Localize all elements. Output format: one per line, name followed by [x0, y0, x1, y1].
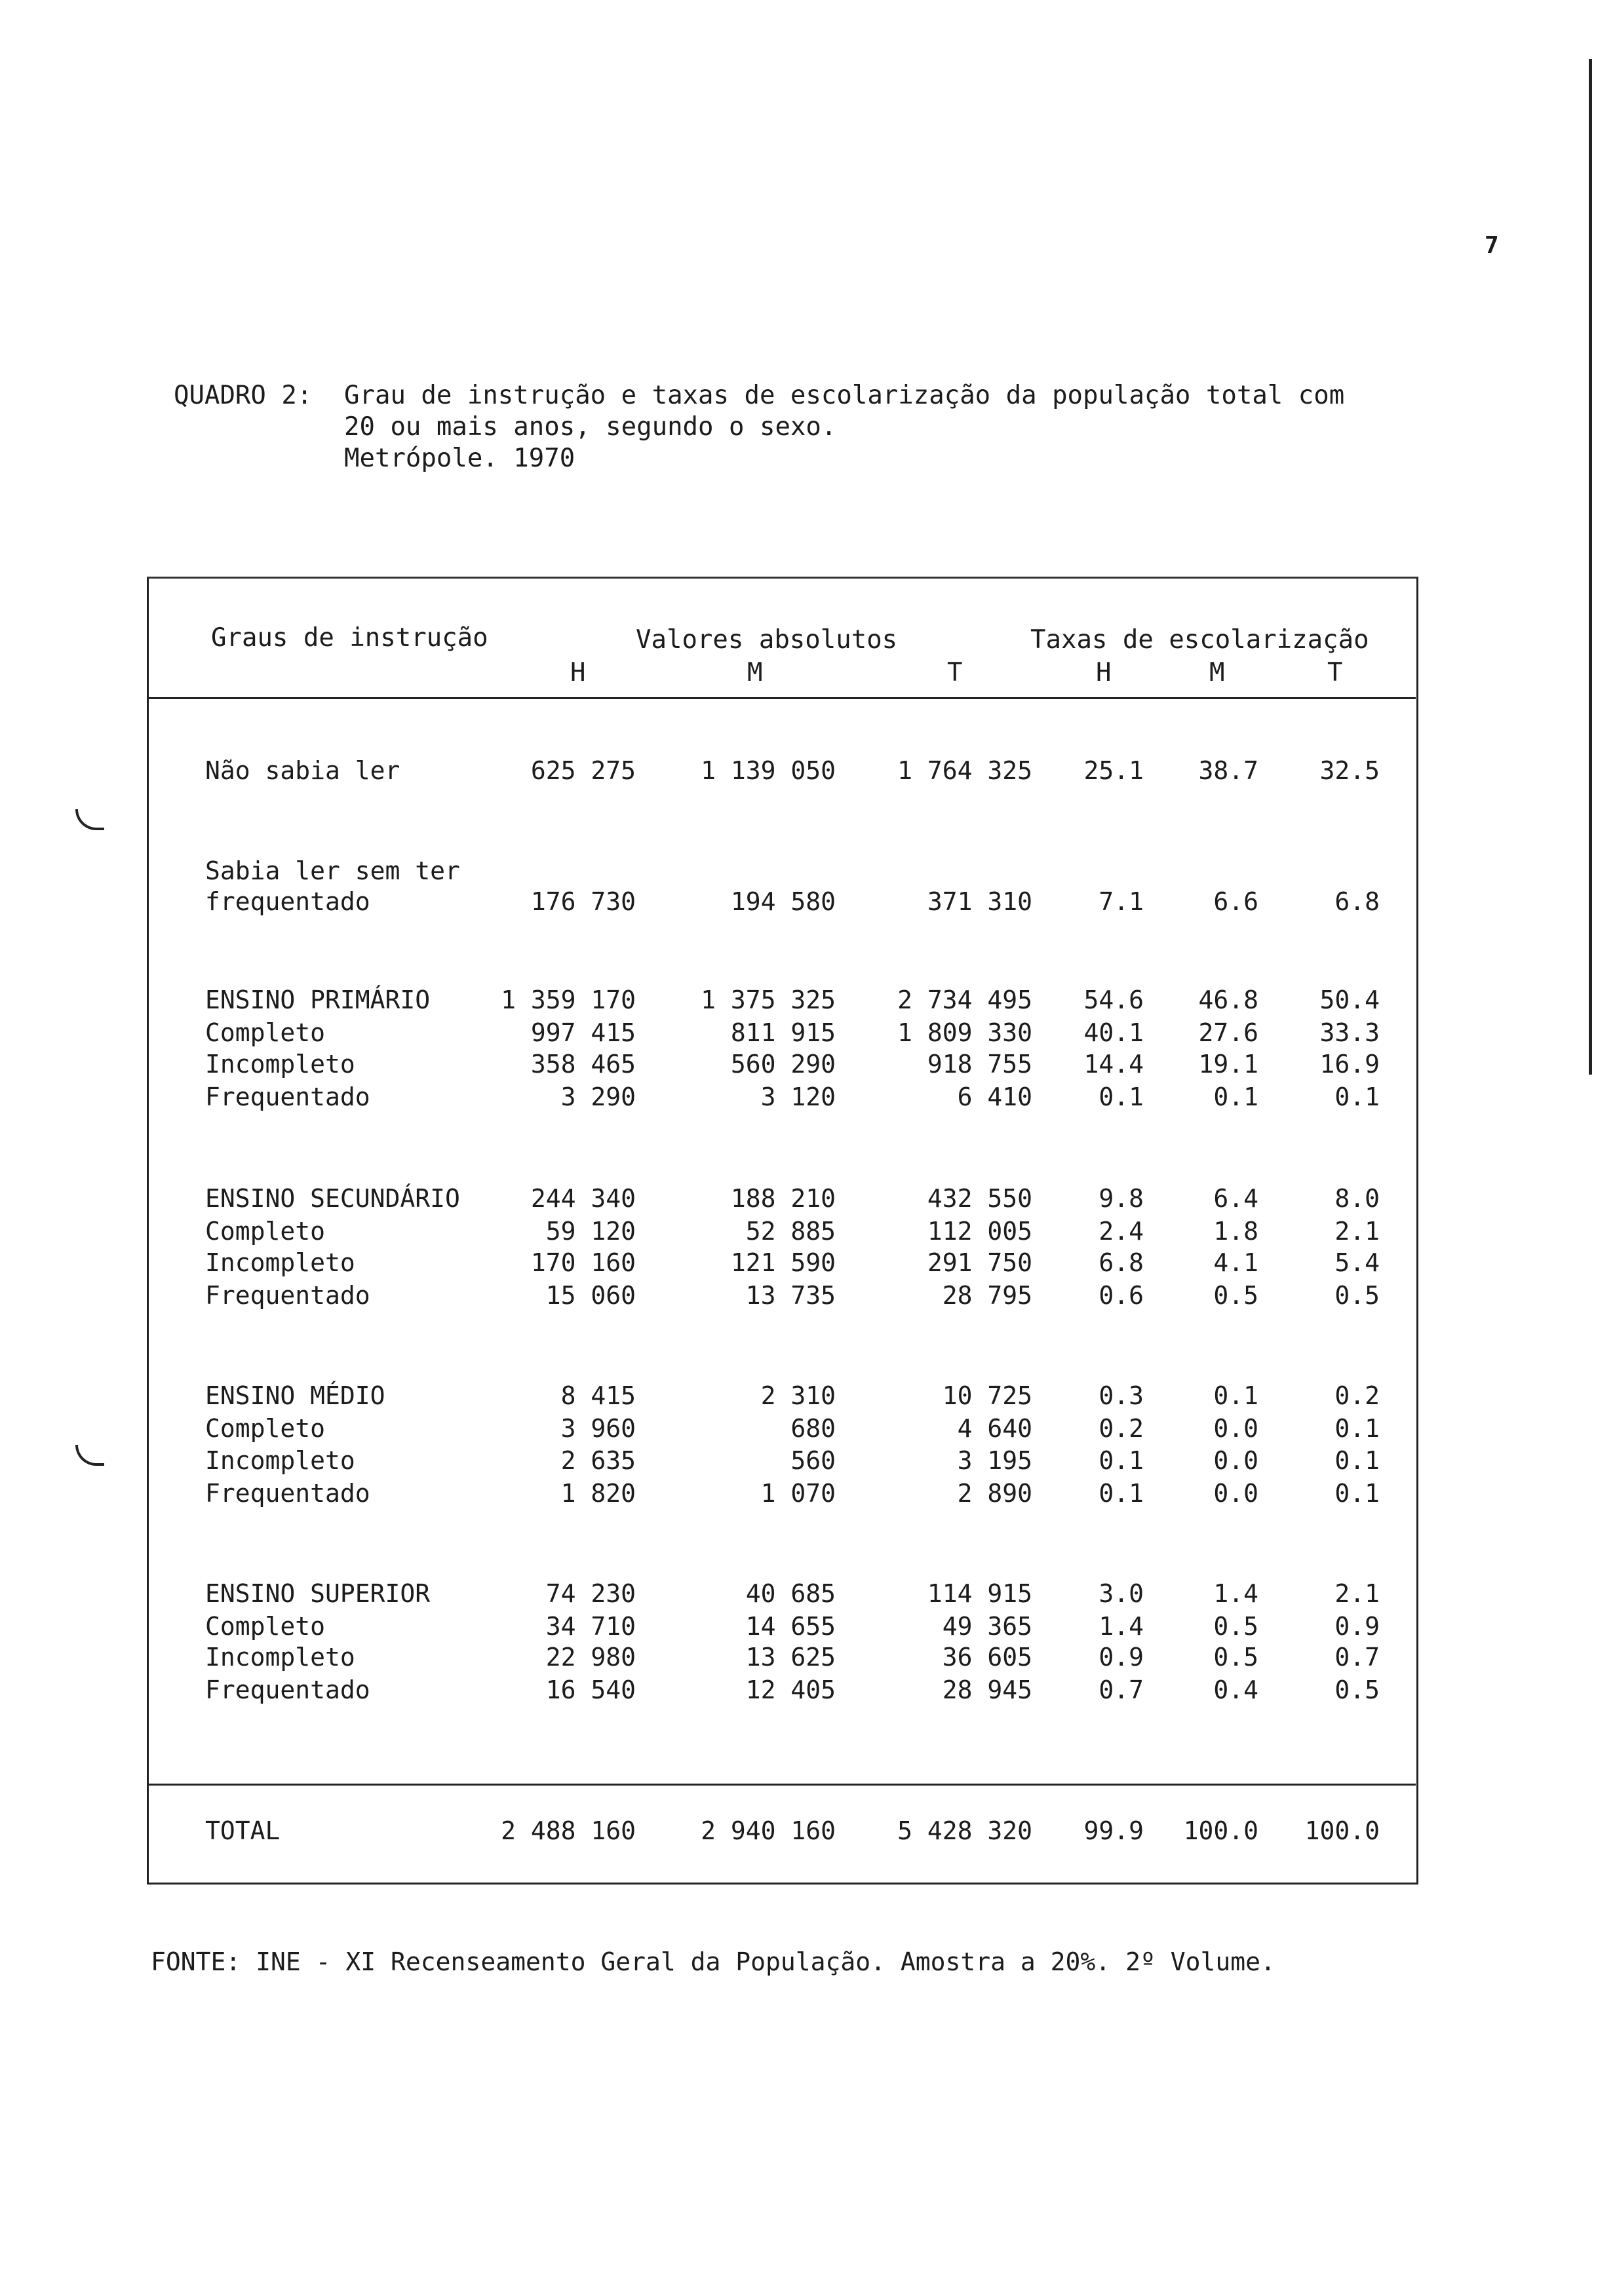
row-value-rm: 46.8 — [1198, 985, 1258, 1014]
row-value-rh: 0.7 — [1099, 1675, 1144, 1704]
row-value-h: 1 359 170 — [501, 985, 636, 1014]
row-label: Frequentado — [205, 1479, 370, 1508]
row-value-rt: 5.4 — [1334, 1248, 1380, 1277]
row-value-rt: 0.9 — [1334, 1612, 1380, 1641]
row-value-rt: 50.4 — [1319, 985, 1380, 1014]
row-label: Frequentado — [205, 1281, 370, 1310]
row-value-rh: 2.4 — [1099, 1217, 1144, 1246]
row-value-rt: 0.5 — [1334, 1675, 1380, 1704]
row-label: Incompleto — [205, 1248, 355, 1277]
row-value-h: 3 960 — [560, 1414, 636, 1443]
row-value-h: 176 730 — [530, 887, 636, 916]
header-m: M — [747, 658, 763, 687]
row-value-rm: 38.7 — [1198, 756, 1258, 785]
row-value-m: 560 — [790, 1446, 836, 1475]
row-value-m: 811 915 — [730, 1018, 836, 1047]
punch-hole-mark — [75, 1445, 104, 1466]
row-value-rt: 0.1 — [1334, 1082, 1380, 1111]
row-value-h: 59 120 — [545, 1217, 636, 1246]
row-value-rt: 2.1 — [1334, 1579, 1380, 1608]
row-value-t: 3 195 — [957, 1446, 1032, 1475]
row-value-rh: 0.2 — [1099, 1414, 1144, 1443]
row-value-t: 1 809 330 — [897, 1018, 1032, 1047]
page-number: 7 — [1485, 232, 1499, 259]
row-value-t: 2 734 495 — [897, 985, 1032, 1014]
row-value-rt: 16.9 — [1319, 1050, 1380, 1079]
row-value-t: 2 890 — [957, 1479, 1032, 1508]
row-value-h: 16 540 — [545, 1675, 636, 1704]
row-label: ENSINO MÉDIO — [205, 1381, 385, 1410]
row-value-m: 12 405 — [745, 1675, 836, 1704]
margin-rule — [1589, 59, 1592, 1075]
row-value-rt: 0.7 — [1334, 1643, 1380, 1672]
header-valores-absolutos: Valores absolutos — [636, 625, 898, 655]
row-value-t: 918 755 — [927, 1050, 1032, 1079]
header-taxas: Taxas de escolarização — [1030, 625, 1369, 655]
row-value-rt: 32.5 — [1319, 756, 1380, 785]
row-value-h: 170 160 — [530, 1248, 636, 1277]
row-value-h: 244 340 — [530, 1184, 636, 1213]
row-value-m: 52 885 — [745, 1217, 836, 1246]
caption-line-2: 20 ou mais anos, segundo o sexo. — [344, 412, 837, 442]
total-value-rm: 100.0 — [1183, 1816, 1258, 1845]
row-value-rt: 0.1 — [1334, 1479, 1380, 1508]
row-value-rh: 7.1 — [1099, 887, 1144, 916]
caption-line-3: Metrópole. 1970 — [344, 444, 575, 473]
row-value-t: 6 410 — [957, 1082, 1032, 1111]
row-value-rm: 1.4 — [1213, 1579, 1258, 1608]
row-value-m: 188 210 — [730, 1184, 836, 1213]
row-value-rm: 0.1 — [1213, 1082, 1258, 1111]
row-value-rh: 54.6 — [1083, 985, 1144, 1014]
row-value-t: 10 725 — [942, 1381, 1032, 1410]
row-value-rh: 0.9 — [1099, 1643, 1144, 1672]
row-value-rt: 0.2 — [1334, 1381, 1380, 1410]
total-value-t: 5 428 320 — [897, 1816, 1032, 1845]
row-value-rm: 0.0 — [1213, 1479, 1258, 1508]
row-value-t: 432 550 — [927, 1184, 1032, 1213]
header-rate-m: M — [1209, 658, 1225, 687]
row-value-rh: 0.6 — [1099, 1281, 1144, 1310]
row-value-rh: 9.8 — [1099, 1184, 1144, 1213]
header-rate-h: H — [1096, 658, 1112, 687]
total-value-rh: 99.9 — [1083, 1816, 1144, 1845]
row-label: Completo — [205, 1018, 326, 1047]
row-value-t: 4 640 — [957, 1414, 1032, 1443]
row-value-rm: 0.5 — [1213, 1643, 1258, 1672]
caption-line-1: Grau de instrução e taxas de escolarização da população total com — [344, 381, 1345, 410]
row-value-m: 13 735 — [745, 1281, 836, 1310]
row-label: ENSINO SUPERIOR — [205, 1579, 431, 1608]
row-label: Incompleto — [205, 1050, 355, 1079]
row-value-rh: 0.1 — [1099, 1479, 1144, 1508]
row-value-t: 371 310 — [927, 887, 1032, 916]
total-divider — [147, 1784, 1416, 1786]
row-value-h: 3 290 — [560, 1082, 636, 1111]
row-value-t: 114 915 — [927, 1579, 1032, 1608]
row-value-h: 1 820 — [560, 1479, 636, 1508]
row-value-h: 997 415 — [530, 1018, 636, 1047]
row-value-m: 3 120 — [760, 1082, 836, 1111]
row-value-m: 194 580 — [730, 887, 836, 916]
row-label: ENSINO PRIMÁRIO — [205, 985, 431, 1014]
row-value-rt: 0.1 — [1334, 1414, 1380, 1443]
row-value-rh: 1.4 — [1099, 1612, 1144, 1641]
row-label: Frequentado — [205, 1675, 370, 1704]
row-value-rh: 0.1 — [1099, 1446, 1144, 1475]
source-note: FONTE: INE - XI Recenseamento Geral da População. Amostra a 20%. 2º Volume. — [151, 1947, 1275, 1976]
row-label: Completo — [205, 1217, 326, 1246]
row-value-rm: 0.0 — [1213, 1446, 1258, 1475]
row-value-rm: 1.8 — [1213, 1217, 1258, 1246]
row-value-rm: 0.4 — [1213, 1675, 1258, 1704]
row-value-rh: 3.0 — [1099, 1579, 1144, 1608]
row-value-rh: 0.3 — [1099, 1381, 1144, 1410]
row-label: Frequentado — [205, 1082, 370, 1111]
row-value-t: 112 005 — [927, 1217, 1032, 1246]
row-value-rm: 4.1 — [1213, 1248, 1258, 1277]
row-label: Completo — [205, 1612, 326, 1641]
row-value-t: 291 750 — [927, 1248, 1032, 1277]
caption-label: QUADRO 2: — [174, 381, 313, 410]
header-h: H — [570, 658, 586, 687]
row-value-h: 22 980 — [545, 1643, 636, 1672]
row-value-t: 49 365 — [942, 1612, 1032, 1641]
row-value-t: 28 945 — [942, 1675, 1032, 1704]
row-value-m: 40 685 — [745, 1579, 836, 1608]
row-value-h: 74 230 — [545, 1579, 636, 1608]
row-label: Incompleto — [205, 1446, 355, 1475]
header-t: T — [947, 658, 963, 687]
row-value-h: 358 465 — [530, 1050, 636, 1079]
row-value-rm: 0.1 — [1213, 1381, 1258, 1410]
row-value-m: 1 139 050 — [701, 756, 836, 785]
row-value-h: 15 060 — [545, 1281, 636, 1310]
total-label: TOTAL — [205, 1816, 281, 1845]
row-value-m: 14 655 — [745, 1612, 836, 1641]
header-rate-t: T — [1327, 658, 1343, 687]
row-value-rt: 0.1 — [1334, 1446, 1380, 1475]
punch-hole-mark — [75, 809, 104, 830]
total-value-rt: 100.0 — [1304, 1816, 1380, 1845]
row-value-rt: 0.5 — [1334, 1281, 1380, 1310]
row-value-t: 1 764 325 — [897, 756, 1032, 785]
row-value-m: 1 070 — [760, 1479, 836, 1508]
row-value-rt: 8.0 — [1334, 1184, 1380, 1213]
row-value-h: 625 275 — [530, 756, 636, 785]
total-value-h: 2 488 160 — [501, 1816, 636, 1845]
row-value-rm: 0.5 — [1213, 1612, 1258, 1641]
row-label: frequentado — [205, 887, 370, 916]
row-value-h: 2 635 — [560, 1446, 636, 1475]
row-value-rt: 2.1 — [1334, 1217, 1380, 1246]
row-label: Não sabia ler — [205, 756, 400, 785]
row-label: Sabia ler sem ter — [205, 856, 460, 885]
row-value-h: 34 710 — [545, 1612, 636, 1641]
row-value-t: 28 795 — [942, 1281, 1032, 1310]
row-value-m: 560 290 — [730, 1050, 836, 1079]
total-value-m: 2 940 160 — [701, 1816, 836, 1845]
row-label: Completo — [205, 1414, 326, 1443]
row-label: Incompleto — [205, 1643, 355, 1672]
header-graus: Graus de instrução — [211, 623, 488, 653]
row-value-rm: 6.6 — [1213, 887, 1258, 916]
row-value-m: 2 310 — [760, 1381, 836, 1410]
row-value-rm: 6.4 — [1213, 1184, 1258, 1213]
row-value-rh: 6.8 — [1099, 1248, 1144, 1277]
row-value-m: 13 625 — [745, 1643, 836, 1672]
row-value-rh: 25.1 — [1083, 756, 1144, 785]
row-label: ENSINO SECUNDÁRIO — [205, 1184, 460, 1213]
row-value-rm: 0.5 — [1213, 1281, 1258, 1310]
row-value-m: 121 590 — [730, 1248, 836, 1277]
row-value-rt: 33.3 — [1319, 1018, 1380, 1047]
row-value-rh: 0.1 — [1099, 1082, 1144, 1111]
row-value-h: 8 415 — [560, 1381, 636, 1410]
row-value-rt: 6.8 — [1334, 887, 1380, 916]
row-value-t: 36 605 — [942, 1643, 1032, 1672]
row-value-rm: 19.1 — [1198, 1050, 1258, 1079]
row-value-rm: 27.6 — [1198, 1018, 1258, 1047]
row-value-m: 1 375 325 — [701, 985, 836, 1014]
row-value-rh: 40.1 — [1083, 1018, 1144, 1047]
row-value-rm: 0.0 — [1213, 1414, 1258, 1443]
row-value-m: 680 — [790, 1414, 836, 1443]
header-divider — [147, 697, 1416, 699]
row-value-rh: 14.4 — [1083, 1050, 1144, 1079]
